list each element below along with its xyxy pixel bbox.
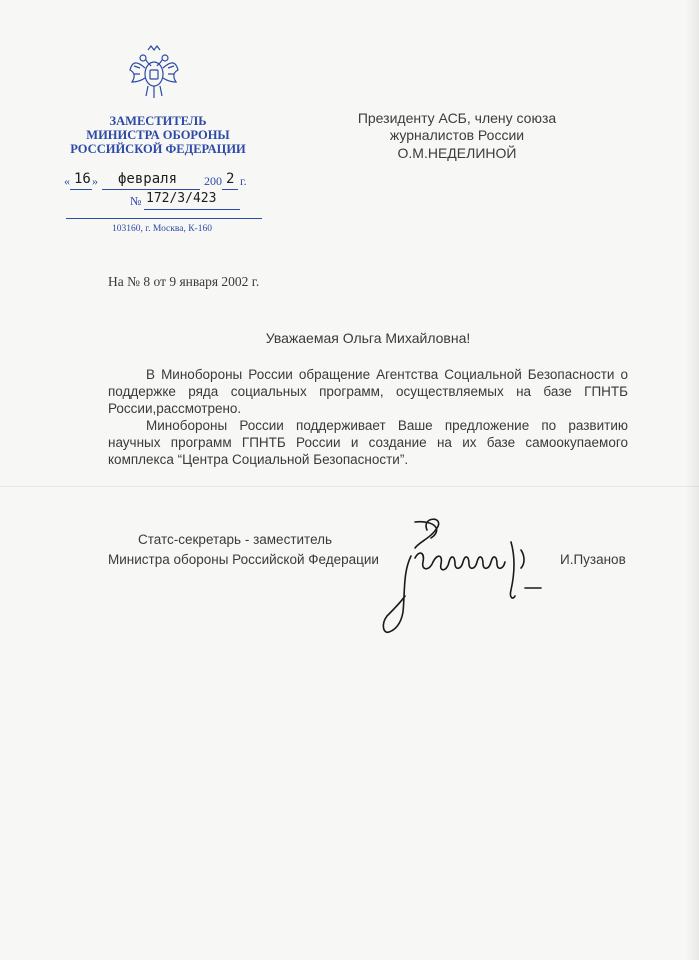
body-paragraph-2: Минобороны России поддерживает Ваше предложение по развитию научных программ ГПНТБ России и создание на их базе самоокупаемого комплекса “Центра Социальной Безопасности”.: [108, 418, 628, 467]
letterhead-address: 103160, г. Москва, К-160: [112, 224, 212, 234]
signer-name: И.Пузанов: [560, 552, 626, 567]
date-suffix: г.: [240, 174, 247, 188]
letterhead-divider: [66, 218, 262, 219]
letterhead-line-3: РОССИЙСКОЙ ФЕДЕРАЦИИ: [70, 142, 246, 156]
date-row: [62, 170, 262, 192]
letterhead-line-1: ЗАМЕСТИТЕЛЬ: [109, 114, 207, 128]
date-month: февраля: [118, 171, 178, 187]
paper-edge-shadow: [685, 0, 699, 960]
letterhead-line-2: МИНИСТРА ОБОРОНЫ: [86, 128, 230, 142]
date-year-suffix: 2: [226, 171, 235, 187]
handwritten-signature: [375, 512, 555, 642]
body-paragraph-1: В Минобороны России обращение Агентства Социальной Безопасности о поддержке ряда социальных программ, осуществляемых на базе ГПНТБ России,рассмотрено.: [108, 367, 628, 416]
date-quote-open: «: [64, 174, 70, 188]
letter-body: [108, 366, 628, 468]
addressee-line-3: О.М.НЕДЕЛИНОЙ: [397, 145, 517, 161]
signer-title-1: Статс-секретарь - заместитель: [138, 532, 333, 547]
date-quote-close: »: [92, 174, 98, 188]
number-underline: [144, 209, 240, 210]
addressee-line-1: Президенту АСБ, члену союза: [357, 110, 557, 126]
date-day: 16: [74, 171, 91, 187]
number-row: [62, 190, 262, 212]
addressee-line-2: журналистов России: [389, 127, 525, 143]
reference-line: На № 8 от 9 января 2002 г.: [108, 274, 260, 289]
date-year-prefix: 200: [204, 174, 222, 188]
number-value: 172/3/423: [146, 191, 217, 206]
paper-fold-line: [0, 486, 699, 487]
salutation: Уважаемая Ольга Михайловна!: [265, 330, 471, 346]
signer-title-2: Министра обороны Российской Федерации: [108, 552, 379, 567]
double-headed-eagle-icon: [128, 44, 180, 100]
number-label: №: [130, 194, 142, 208]
